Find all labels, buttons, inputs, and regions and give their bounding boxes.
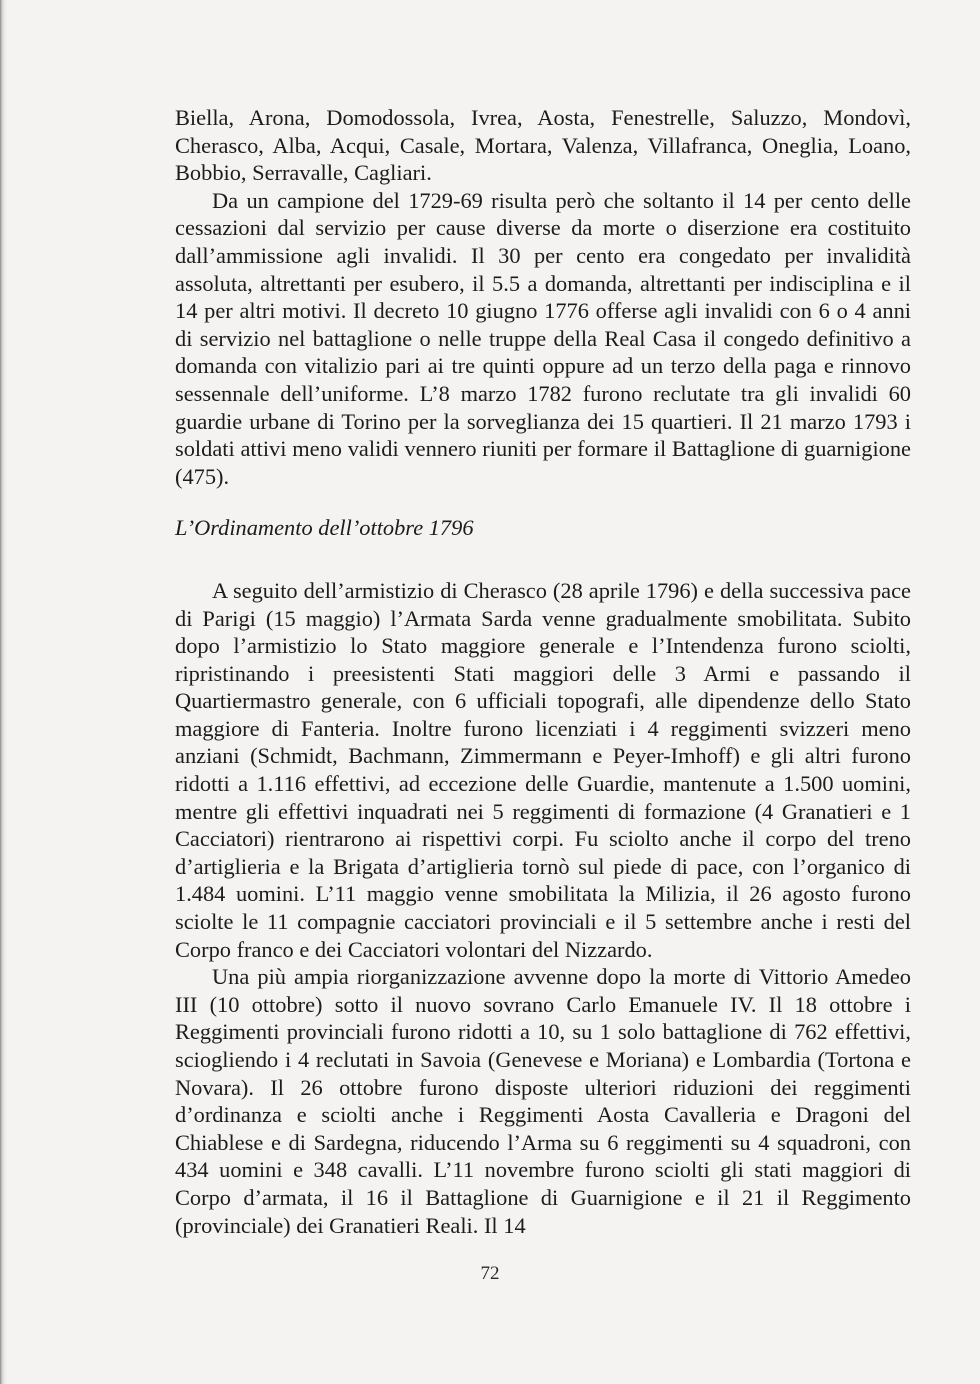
section-heading: L’Ordinamento dell’ottobre 1796 bbox=[175, 515, 474, 541]
paragraph-invalidi-statistics: Da un campione del 1729-69 risulta però che soltanto il 14 per cento delle cessazioni dal servizio per cause diverse da morte o diserzione era costituito dall’ammissione agli invalidi. Il 30 per cento era congedato per invalidità assoluta, altrettanti per esubero, il 5.5 a domanda, altrettanti per indisciplina e il 14 per altri motivi. Il decreto 10 giugno 1776 offerse agli invalidi con 6 o 4 anni di servizio nel battaglione o nelle truppe della Real Casa il congedo definitivo a domanda con vitalizio pari ai tre quinti oppure ad un terzo della paga e rinnovo sessennale dell’uniforme. L’8 marzo 1782 furono reclutate tra gli invalidi 60 guardie urbane di Torino per la sorveglianza dei 15 quartieri. Il 21 marzo 1793 i soldati attivi meno validi vennero riuniti per formare il Battaglione di guarnigione (475). bbox=[175, 187, 911, 489]
paragraph-riorganizzazione: Una più ampia riorganizzazione avvenne dopo la morte di Vittorio Amedeo III (10 ottobre) sotto il nuovo sovrano Carlo Emanuele IV. Il 18 ottobre i Reggimenti provinciali furono ridotti a 10, su 1 solo battaglione di 762 effettivi, sciogliendo i 4 reclutati in Savoia (Genevese e Moriana) e Lombardia (Tortona e Novara). Il 26 ottobre furono disposte ulteriori riduzioni dei reggimenti d’ordinanza e sciolti anche i Reggimenti Aosta Cavalleria e Dragoni del Chiablese e di Sardegna, riducendo l’Arma su 6 reggimenti su 4 squadroni, con 434 uomini e 348 cavalli. L’11 novembre furono sciolti gli stati maggiori di Corpo d’armata, il 16 il Battaglione di Guarnigione e il 21 il Reggimento (provinciale) dei Granatieri Reali. Il 14 bbox=[175, 964, 911, 1238]
scan-edge-shadow bbox=[0, 0, 7, 1384]
body-text bbox=[175, 104, 911, 1239]
page-number: 72 bbox=[480, 1263, 500, 1284]
paragraph-armistizio: A seguito dell’armistizio di Cherasco (28 aprile 1796) e della successiva pace di Parigi (15 maggio) l’Armata Sarda venne gradualmente smobilitata. Subito dopo l’armistizio lo Stato maggiore generale e l’Intendenza furono sciolti, ripristinando i preesistenti Stati maggiori delle 3 Armi e passando il Quartiermastro generale, con 6 ufficiali topografi, alle dipendenze dello Stato maggiore di Fanteria. Inoltre furono licenziati i 4 reggimenti svizzeri meno anziani (Schmidt, Bachmann, Zimmermann e Peyer-Imhoff) e gli altri furono ridotti a 1.116 effettivi, ad eccezione delle Guardie, mantenute a 1.500 uomini, mentre gli effettivi inquadrati nei 5 reggimenti di formazione (4 Granatieri e 1 Cacciatori) rientrarono ai rispettivi corpi. Fu sciolto anche il corpo del treno d’artiglieria e la Brigata d’artiglieria tornò sul piede di pace, con l’organico di 1.484 uomini. L’11 maggio venne smobilitata la Milizia, il 26 agosto furono sciolte le 11 compagnie cacciatori provinciali e il 5 settembre anche i resti del Corpo franco e dei Cacciatori volontari del Nizzardo. bbox=[175, 577, 911, 962]
paragraph-continued: Biella, Arona, Domodossola, Ivrea, Aosta, Fenestrelle, Saluzzo, Mondovì, Cherasco, Alba, Acqui, Casale, Mortara, Valenza, Villafranca, Oneglia, Loano, Bobbio, Serravalle, Cagliari. bbox=[175, 105, 911, 186]
